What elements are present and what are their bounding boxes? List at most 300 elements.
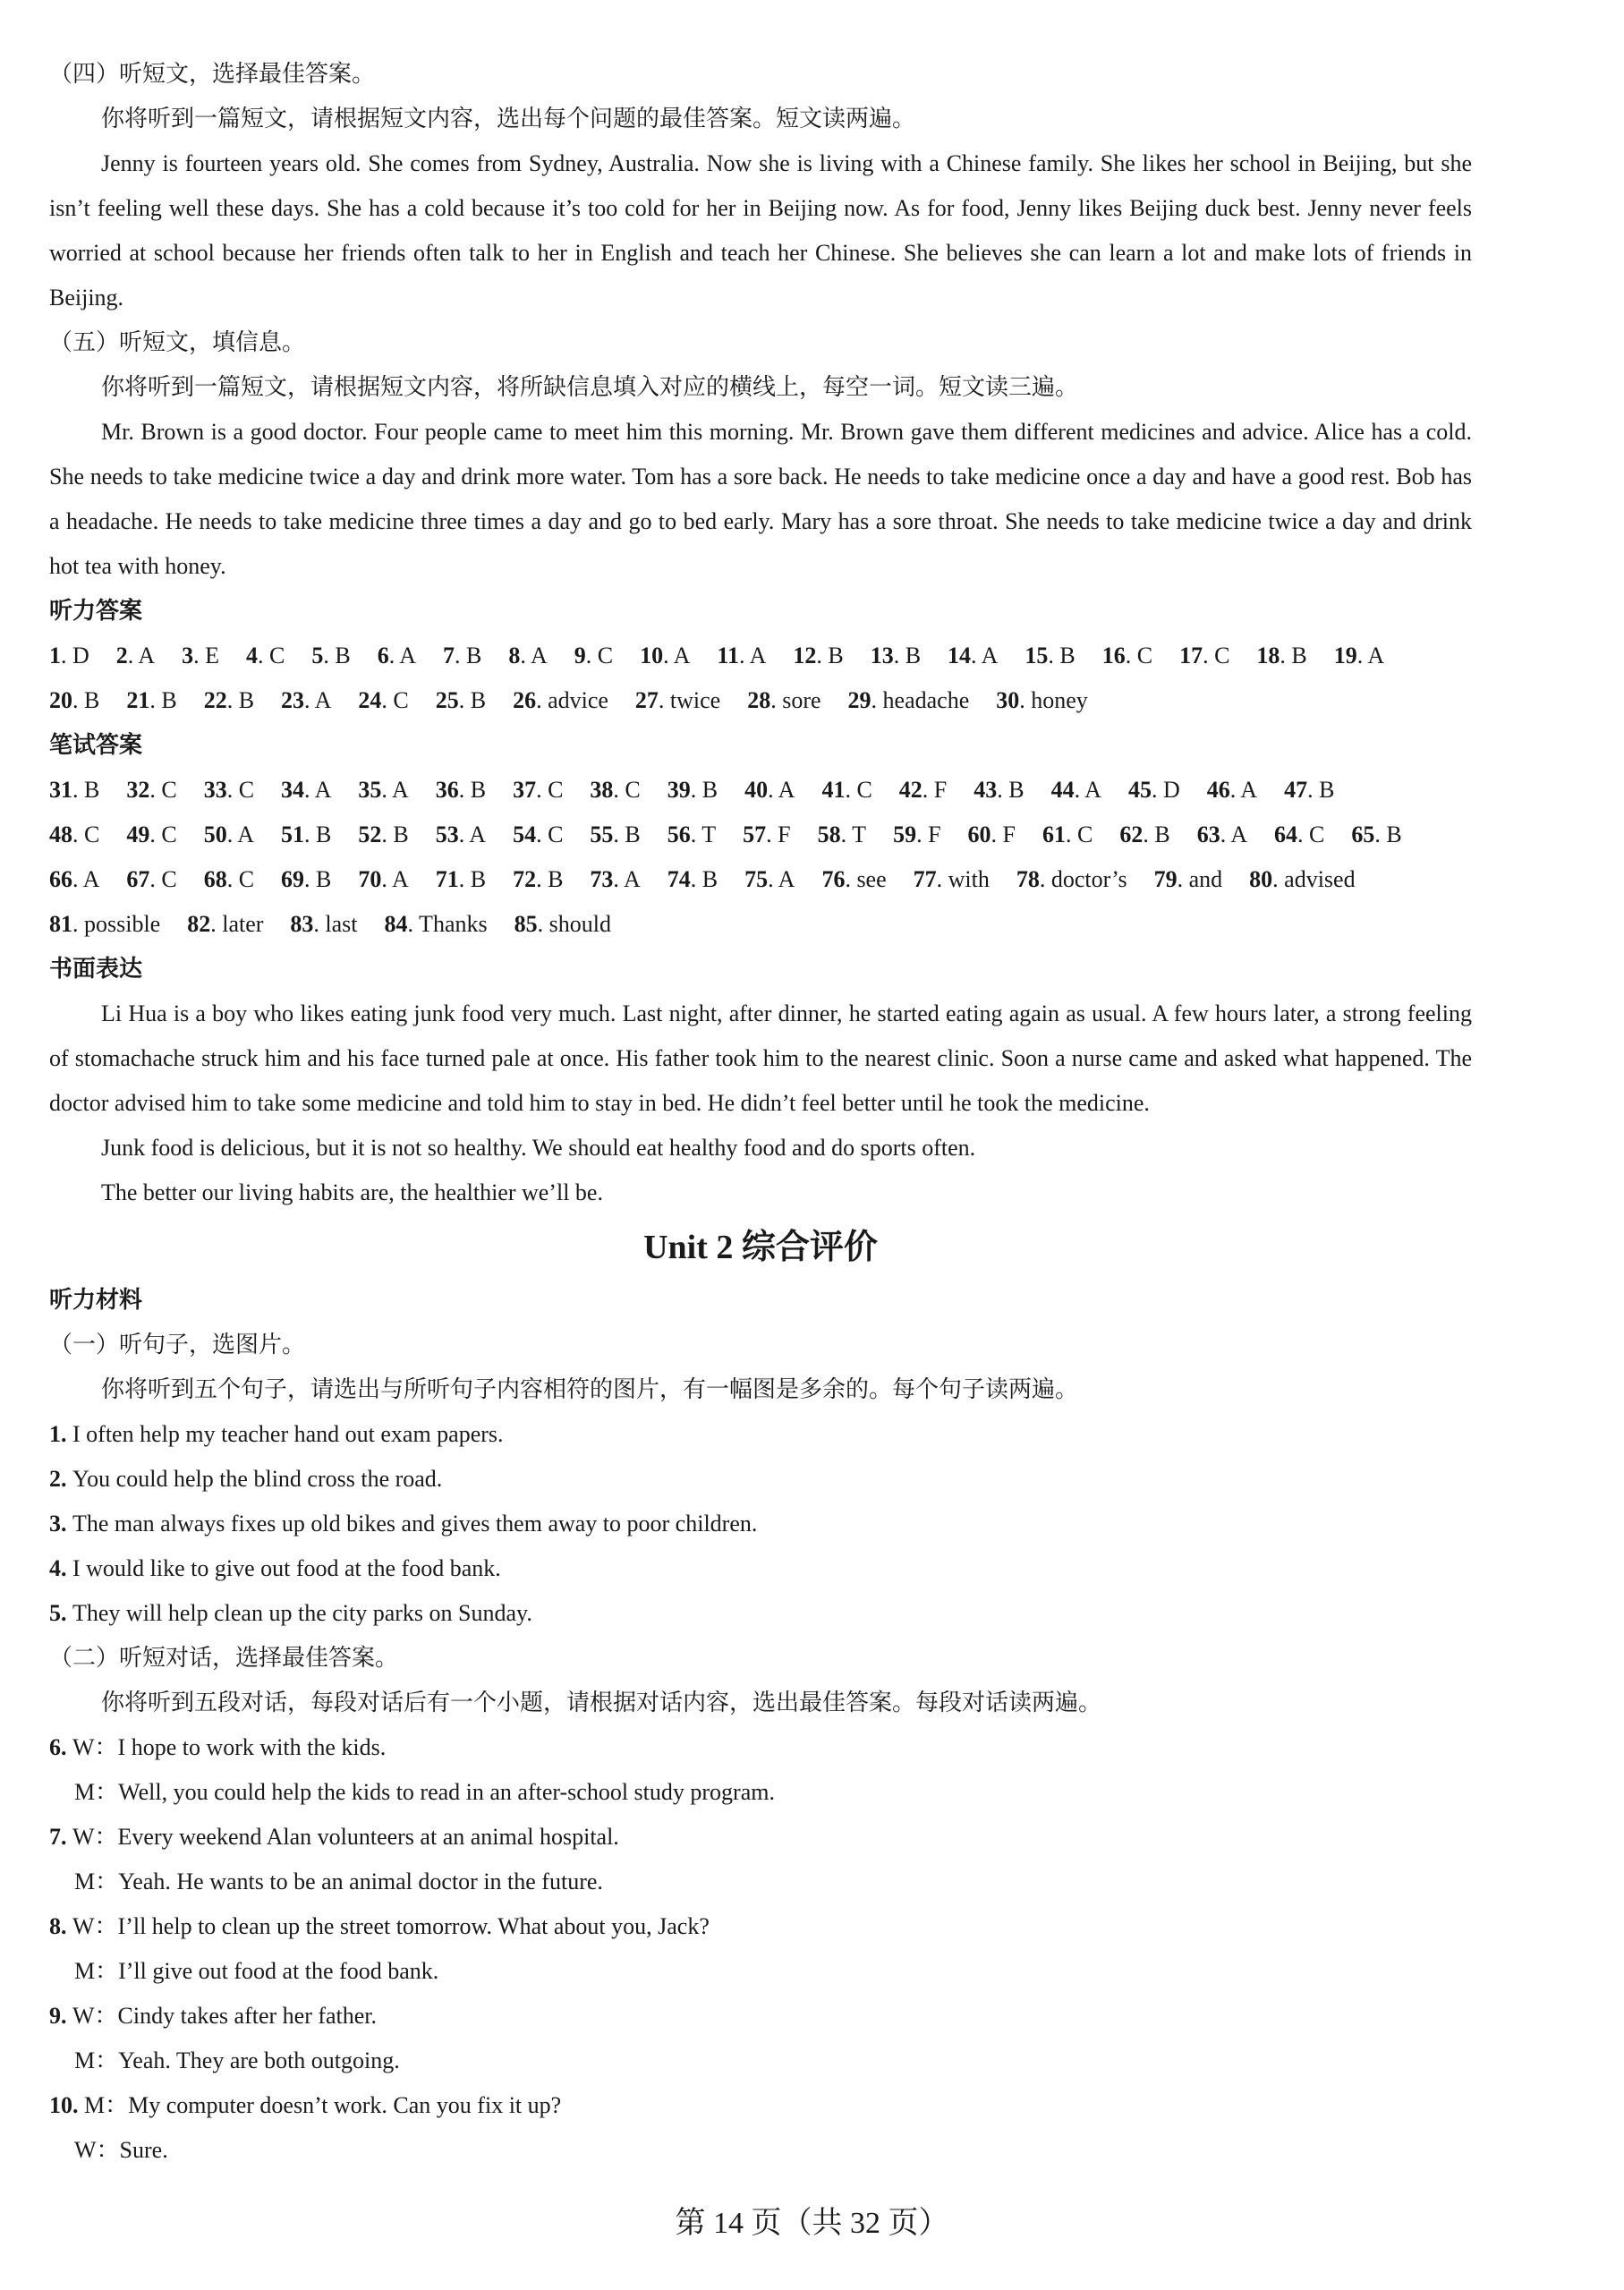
- writing-paragraph-2: Junk food is delicious, but it is not so healthy. We should eat healthy food and do sports often.: [101, 1135, 976, 1161]
- answer-item: [358, 813, 408, 857]
- answer-value: . C: [1297, 822, 1325, 847]
- answer-value: . and: [1177, 866, 1223, 892]
- answer-item: [793, 634, 843, 678]
- dialogue-line-first: [49, 1994, 1472, 2039]
- answer-value: . B: [1143, 822, 1170, 847]
- sentence-item: [49, 1502, 1472, 1546]
- answer-item: [818, 813, 866, 857]
- answer-item: [590, 813, 640, 857]
- answer-item: [667, 857, 718, 902]
- answer-number: 69: [281, 866, 305, 892]
- sentence-item: [49, 1412, 1472, 1457]
- dialogue-number: 10.: [49, 2092, 84, 2118]
- answer-number: 41: [821, 777, 846, 803]
- answer-number: 19: [1333, 643, 1357, 668]
- unit2-section-2-heading: （二）听短对话，选择最佳答案。: [49, 1645, 399, 1671]
- listening-answers-title: 听力答案: [49, 598, 143, 625]
- answer-number: 10: [640, 643, 664, 668]
- answer-item: [893, 813, 940, 857]
- answer-number: 51: [281, 822, 305, 847]
- unit-title: Unit 2 综合评价: [643, 1229, 878, 1266]
- written-answers: [49, 768, 1472, 947]
- answer-number: 30: [996, 687, 1020, 713]
- answer-item: [744, 768, 795, 813]
- answer-value: . A: [381, 777, 409, 803]
- answer-item: [281, 768, 331, 813]
- answer-number: 28: [747, 687, 771, 713]
- unit2-section-1-heading: （一）听句子，选图片。: [49, 1332, 306, 1358]
- answer-value: . last: [313, 911, 358, 937]
- answer-item: [667, 813, 716, 857]
- dialogue-text: W：I’ll help to clean up the street tomorrow. What about you, Jack?: [72, 1913, 710, 1939]
- sentence-number: 1.: [49, 1421, 72, 1447]
- sentence-text: I often help my teacher hand out exam papers.: [72, 1421, 504, 1447]
- answer-item: [246, 634, 285, 678]
- answer-item: [743, 813, 790, 857]
- answer-value: . C: [149, 866, 177, 892]
- answer-row: [49, 678, 1472, 723]
- answer-value: . A: [663, 643, 691, 668]
- answer-number: 15: [1025, 643, 1049, 668]
- answer-number: 44: [1050, 777, 1075, 803]
- sentence-item: [49, 1591, 1472, 1636]
- section-5-heading: （五）听短文，填信息。: [49, 329, 306, 355]
- answer-item: [187, 902, 263, 947]
- sentence-item: [49, 1546, 1472, 1591]
- answer-number: 55: [590, 822, 614, 847]
- answer-number: 18: [1256, 643, 1280, 668]
- answer-number: 80: [1249, 866, 1273, 892]
- answer-value: . C: [536, 777, 564, 803]
- writing-paragraph-1: Li Hua is a boy who likes eating junk food very much. Last night, after dinner, he started eating again as usual. A few hours later, a strong feeling of stomachache struck him and his face turned pale at once. His father took him to the nearest clinic. Soon a nurse came and asked what happened. The doctor advised him to take some medicine and told him to stay in bed. He didn’t feel better until he took the medicine.: [49, 1000, 1472, 1116]
- answer-number: 83: [290, 911, 314, 937]
- section-4-passage: Jenny is fourteen years old. She comes from Sydney, Australia. Now she is living with a Chinese family. She likes her school in Beijing, but she isn’t feeling well these days. She has a cold because it’s too cold for her in Beijing now. As for food, Jenny likes Beijing duck best. Jenny never feels worried at school because her friends often talk to her in English and teach her Chinese. She believes she can learn a lot and make lots of friends in Beijing.: [49, 150, 1472, 311]
- answer-number: 39: [667, 777, 691, 803]
- answer-row: [49, 768, 1472, 813]
- answer-value: . A: [72, 866, 100, 892]
- answer-number: 52: [358, 822, 382, 847]
- answer-item: [1249, 857, 1355, 902]
- answer-value: . B: [1374, 822, 1402, 847]
- answer-number: 25: [435, 687, 459, 713]
- answer-value: . A: [768, 777, 795, 803]
- unit2-section-1-instruction: 你将听到五个句子，请选出与所听句子内容相符的图片，有一幅图是多余的。每个句子读两遍。: [101, 1376, 1079, 1402]
- answer-value: . advised: [1272, 866, 1356, 892]
- answer-value: . B: [893, 643, 922, 668]
- sentence-text: You could help the blind cross the road.: [72, 1466, 443, 1492]
- answer-number: 40: [744, 777, 769, 803]
- answer-item: [821, 857, 886, 902]
- section-5-passage: Mr. Brown is a good doctor. Four people came to meet him this morning. Mr. Brown gave them different medicines and advice. Alice has a cold. She needs to take medicine twice a day and drink more water. Tom has a sore back. He needs to take medicine once a day and have a good rest. Bob has a headache. He needs to take medicine three times a day and go to bed early. Mary has a sore throat. She needs to take medicine twice a day and drink hot tea with honey.: [49, 419, 1472, 579]
- answer-value: . B: [536, 866, 564, 892]
- answer-value: . A: [304, 687, 332, 713]
- answer-value: . B: [458, 866, 487, 892]
- dialogue-line-first: [49, 1904, 1472, 1949]
- answer-number: 84: [384, 911, 408, 937]
- answer-item: [49, 678, 99, 723]
- section-4-instruction: 你将听到一篇短文，请根据短文内容，选出每个问题的最佳答案。短文读两遍。: [101, 106, 916, 132]
- dialogue-line-second: W：Sure.: [74, 2137, 168, 2163]
- dialogue-number: 8.: [49, 1913, 72, 1939]
- answer-value: . B: [997, 777, 1025, 803]
- answer-value: . A: [1220, 822, 1248, 847]
- answer-number: 57: [743, 822, 767, 847]
- answer-value: . B: [458, 687, 487, 713]
- answer-number: 71: [435, 866, 459, 892]
- answer-item: [126, 678, 176, 723]
- answer-item: [1351, 813, 1401, 857]
- answer-item: [590, 857, 640, 902]
- answer-value: . B: [323, 643, 351, 668]
- answer-number: 53: [435, 822, 459, 847]
- answer-number: 2: [115, 643, 128, 668]
- answer-number: 79: [1153, 866, 1178, 892]
- answer-value: . C: [585, 643, 614, 668]
- answer-item: [204, 813, 254, 857]
- dialogue-line-second: M：Yeah. He wants to be an animal doctor in the future.: [74, 1869, 603, 1894]
- page-footer: 第 14 页（共 32 页）: [675, 2207, 949, 2240]
- sentence-text: They will help clean up the city parks on Sunday.: [72, 1600, 532, 1626]
- answer-item: [1051, 768, 1101, 813]
- answer-number: 31: [49, 777, 72, 803]
- answer-value: . E: [193, 643, 220, 668]
- answer-value: . later: [210, 911, 264, 937]
- answer-item: [49, 813, 99, 857]
- answer-value: . T: [840, 822, 867, 847]
- answer-item: [514, 902, 611, 947]
- written-answers-title: 笔试答案: [49, 732, 143, 759]
- answer-item: [1128, 768, 1180, 813]
- answer-number: 85: [514, 911, 538, 937]
- answer-number: 4: [246, 643, 259, 668]
- answer-number: 29: [847, 687, 872, 713]
- answer-number: 50: [203, 822, 227, 847]
- answer-value: . C: [536, 822, 564, 847]
- answer-value: . C: [149, 822, 177, 847]
- answer-item: [1274, 813, 1324, 857]
- answer-number: 81: [49, 911, 72, 937]
- answer-number: 6: [377, 643, 389, 668]
- answer-item: [436, 813, 486, 857]
- answer-item: [49, 902, 160, 947]
- answer-value: . C: [845, 777, 872, 803]
- answer-item: [281, 813, 331, 857]
- answer-value: . with: [936, 866, 990, 892]
- answer-value: . A: [739, 643, 767, 668]
- answer-item: [821, 768, 872, 813]
- answer-number: 45: [1127, 777, 1152, 803]
- answer-item: [1119, 813, 1169, 857]
- answer-number: 16: [1101, 643, 1126, 668]
- answer-item: [204, 768, 254, 813]
- answer-item: [358, 857, 408, 902]
- answer-value: . B: [1307, 777, 1335, 803]
- answer-value: . A: [458, 822, 487, 847]
- answer-item: [436, 678, 486, 723]
- dialogue-text: W：Cindy takes after her father.: [72, 2003, 378, 2029]
- answer-value: . B: [72, 687, 100, 713]
- unit2-section-2-instruction: 你将听到五段对话，每段对话后有一个小题，请根据对话内容，选出最佳答案。每段对话读两遍。: [101, 1690, 1102, 1715]
- answer-item: [968, 813, 1016, 857]
- answer-number: 34: [281, 777, 305, 803]
- answer-number: 63: [1196, 822, 1220, 847]
- answer-item: [385, 902, 488, 947]
- answer-value: . A: [1074, 777, 1101, 803]
- answer-value: . B: [690, 866, 718, 892]
- answer-value: . C: [1125, 643, 1153, 668]
- dialogue-line-first: [49, 2083, 1472, 2128]
- answer-value: . C: [149, 777, 177, 803]
- writing-title: 书面表达: [49, 956, 143, 983]
- answer-value: . Thanks: [407, 911, 488, 937]
- answer-value: . should: [537, 911, 611, 937]
- answer-value: . C: [226, 866, 255, 892]
- listening-answers: [49, 634, 1472, 723]
- dialogue-line-second: M：Yeah. They are both outgoing.: [74, 2047, 400, 2073]
- answer-number: 3: [182, 643, 194, 668]
- answer-number: 47: [1284, 777, 1308, 803]
- answer-item: [667, 768, 718, 813]
- answer-number: 38: [590, 777, 614, 803]
- answer-value: . honey: [1019, 687, 1088, 713]
- answer-item: [513, 813, 563, 857]
- answer-value: . B: [304, 822, 332, 847]
- answer-number: 27: [634, 687, 659, 713]
- answer-number: 82: [187, 911, 211, 937]
- sentence-number: 2.: [49, 1466, 72, 1492]
- answer-value: . B: [690, 777, 718, 803]
- section-5-instruction: 你将听到一篇短文，请根据短文内容，将所缺信息填入对应的横线上，每空一词。短文读三遍。: [101, 374, 1079, 400]
- dialogue-line-second: M：I’ll give out food at the food bank.: [74, 1958, 439, 1984]
- answer-value: . C: [258, 643, 285, 668]
- answer-item: [1179, 634, 1229, 678]
- answer-number: 74: [667, 866, 691, 892]
- answer-value: . A: [613, 866, 641, 892]
- content-flow: [49, 0, 1472, 2173]
- answer-item: [182, 634, 219, 678]
- answer-item: [871, 634, 921, 678]
- dialogue-text: M：My computer doesn’t work. Can you fix it up?: [84, 2092, 562, 2118]
- answer-item: [126, 857, 176, 902]
- answer-value: . B: [226, 687, 255, 713]
- answer-value: . possible: [72, 911, 161, 937]
- answer-value: . twice: [658, 687, 721, 713]
- answer-number: 72: [513, 866, 537, 892]
- dialogue-number: 7.: [49, 1824, 72, 1850]
- answer-item: [590, 768, 640, 813]
- answer-item: [948, 634, 998, 678]
- answer-item: [49, 857, 99, 902]
- answer-value: . A: [381, 866, 409, 892]
- answer-number: 49: [126, 822, 150, 847]
- answer-value: . A: [388, 643, 417, 668]
- answer-value: . B: [458, 777, 487, 803]
- answer-item: [126, 813, 176, 857]
- answer-item: [574, 634, 613, 678]
- answer-item: [49, 634, 89, 678]
- answer-item: [311, 634, 350, 678]
- answer-number: 46: [1206, 777, 1230, 803]
- answer-number: 70: [358, 866, 382, 892]
- answer-item: [358, 768, 408, 813]
- answer-number: 5: [311, 643, 324, 668]
- answer-item: [443, 634, 481, 678]
- answer-value: . C: [72, 822, 100, 847]
- answer-value: . advice: [536, 687, 608, 713]
- answer-item: [290, 902, 357, 947]
- answer-number: 59: [893, 822, 917, 847]
- answer-item: [1256, 634, 1306, 678]
- sentence-text: The man always fixes up old bikes and gives them away to poor children.: [72, 1511, 758, 1537]
- answer-value: . headache: [871, 687, 970, 713]
- answer-number: 66: [49, 866, 72, 892]
- dialogue-list: [49, 1725, 1472, 2173]
- dialogue-number: 6.: [49, 1734, 72, 1760]
- answer-value: . A: [520, 643, 548, 668]
- answer-number: 20: [49, 687, 72, 713]
- answer-item: [378, 634, 416, 678]
- answer-row: [49, 902, 1472, 947]
- answer-item: [848, 678, 970, 723]
- answer-value: . A: [304, 777, 332, 803]
- sentence-number: 4.: [49, 1555, 72, 1581]
- answer-item: [1207, 768, 1257, 813]
- answer-value: . D: [61, 643, 89, 668]
- answer-item: [996, 678, 1088, 723]
- answer-item: [204, 857, 254, 902]
- answer-value: . A: [768, 866, 795, 892]
- answer-number: 58: [817, 822, 841, 847]
- answer-value: . F: [991, 822, 1016, 847]
- answer-value: . B: [72, 777, 100, 803]
- answer-number: 21: [126, 687, 150, 713]
- answer-number: 1: [49, 643, 61, 668]
- answer-number: 75: [744, 866, 769, 892]
- answer-item: [204, 678, 254, 723]
- answer-number: 65: [1351, 822, 1375, 847]
- answer-item: [49, 768, 99, 813]
- answer-number: 35: [358, 777, 382, 803]
- answer-item: [747, 678, 821, 723]
- answer-number: 37: [513, 777, 537, 803]
- answer-number: 62: [1119, 822, 1144, 847]
- sentence-list: [49, 1412, 1472, 1636]
- answer-item: [1102, 634, 1152, 678]
- answer-number: 42: [898, 777, 923, 803]
- answer-value: . C: [381, 687, 409, 713]
- answer-value: . B: [304, 866, 332, 892]
- answer-item: [1154, 857, 1223, 902]
- dialogue-number: 9.: [49, 2003, 72, 2029]
- answer-value: . sore: [770, 687, 821, 713]
- answer-item: [358, 678, 408, 723]
- answer-row: [49, 857, 1472, 902]
- dialogue-line-first: [49, 1815, 1472, 1860]
- answer-value: . A: [1356, 643, 1385, 668]
- answer-item: [281, 857, 331, 902]
- answer-value: . B: [1048, 643, 1076, 668]
- dialogue-text: W：Every weekend Alan volunteers at an animal hospital.: [72, 1824, 619, 1850]
- answer-value: . A: [226, 822, 255, 847]
- sentence-item: [49, 1457, 1472, 1502]
- answer-value: . B: [816, 643, 844, 668]
- answer-item: [1284, 768, 1334, 813]
- answer-item: [717, 634, 766, 678]
- answer-number: 78: [1016, 866, 1040, 892]
- answer-item: [281, 678, 331, 723]
- answer-number: 67: [126, 866, 150, 892]
- answer-number: 48: [49, 822, 72, 847]
- answer-item: [513, 857, 563, 902]
- dialogue-line-second: M：Well, you could help the kids to read in an after-school study program.: [74, 1779, 775, 1805]
- answer-item: [1025, 634, 1075, 678]
- answer-value: . see: [845, 866, 887, 892]
- section-4-heading: （四）听短文，选择最佳答案。: [49, 61, 376, 87]
- answer-item: [513, 678, 608, 723]
- answer-item: [436, 857, 486, 902]
- answer-value: . B: [613, 822, 641, 847]
- answer-item: [899, 768, 947, 813]
- answer-number: 43: [974, 777, 998, 803]
- answer-value: . F: [766, 822, 791, 847]
- sentence-number: 5.: [49, 1600, 72, 1626]
- answer-item: [744, 857, 795, 902]
- answer-row: [49, 813, 1472, 857]
- answer-item: [640, 634, 690, 678]
- answer-item: [1334, 634, 1384, 678]
- answer-item: [914, 857, 990, 902]
- answer-value: . T: [690, 822, 717, 847]
- answer-number: 73: [590, 866, 614, 892]
- answer-number: 60: [967, 822, 991, 847]
- answer-value: . doctor’s: [1039, 866, 1127, 892]
- answer-number: 64: [1274, 822, 1298, 847]
- answer-item: [513, 768, 563, 813]
- answer-row: [49, 634, 1472, 678]
- answer-number: 36: [435, 777, 459, 803]
- answer-value: . A: [127, 643, 156, 668]
- answer-number: 24: [358, 687, 382, 713]
- sentence-number: 3.: [49, 1511, 72, 1537]
- answer-item: [508, 634, 547, 678]
- dialogue-line-first: [49, 1725, 1472, 1770]
- answer-value: . B: [1280, 643, 1307, 668]
- answer-item: [1016, 857, 1127, 902]
- answer-number: 77: [913, 866, 937, 892]
- answer-number: 76: [821, 866, 846, 892]
- answer-number: 33: [203, 777, 227, 803]
- answer-value: . D: [1151, 777, 1180, 803]
- answer-number: 9: [574, 643, 586, 668]
- answer-value: . F: [916, 822, 941, 847]
- answer-value: . C: [1203, 643, 1230, 668]
- answer-value: . B: [381, 822, 409, 847]
- answer-number: 54: [513, 822, 537, 847]
- answer-value: . B: [149, 687, 177, 713]
- answer-value: . A: [971, 643, 999, 668]
- answer-number: 7: [443, 643, 455, 668]
- answer-item: [1042, 813, 1093, 857]
- answer-number: 17: [1179, 643, 1203, 668]
- answer-value: . B: [455, 643, 482, 668]
- answer-number: 23: [281, 687, 305, 713]
- answer-number: 26: [513, 687, 537, 713]
- answer-item: [1197, 813, 1247, 857]
- answer-number: 14: [948, 643, 972, 668]
- answer-number: 11: [717, 643, 739, 668]
- answer-item: [974, 768, 1024, 813]
- answer-item: [116, 634, 155, 678]
